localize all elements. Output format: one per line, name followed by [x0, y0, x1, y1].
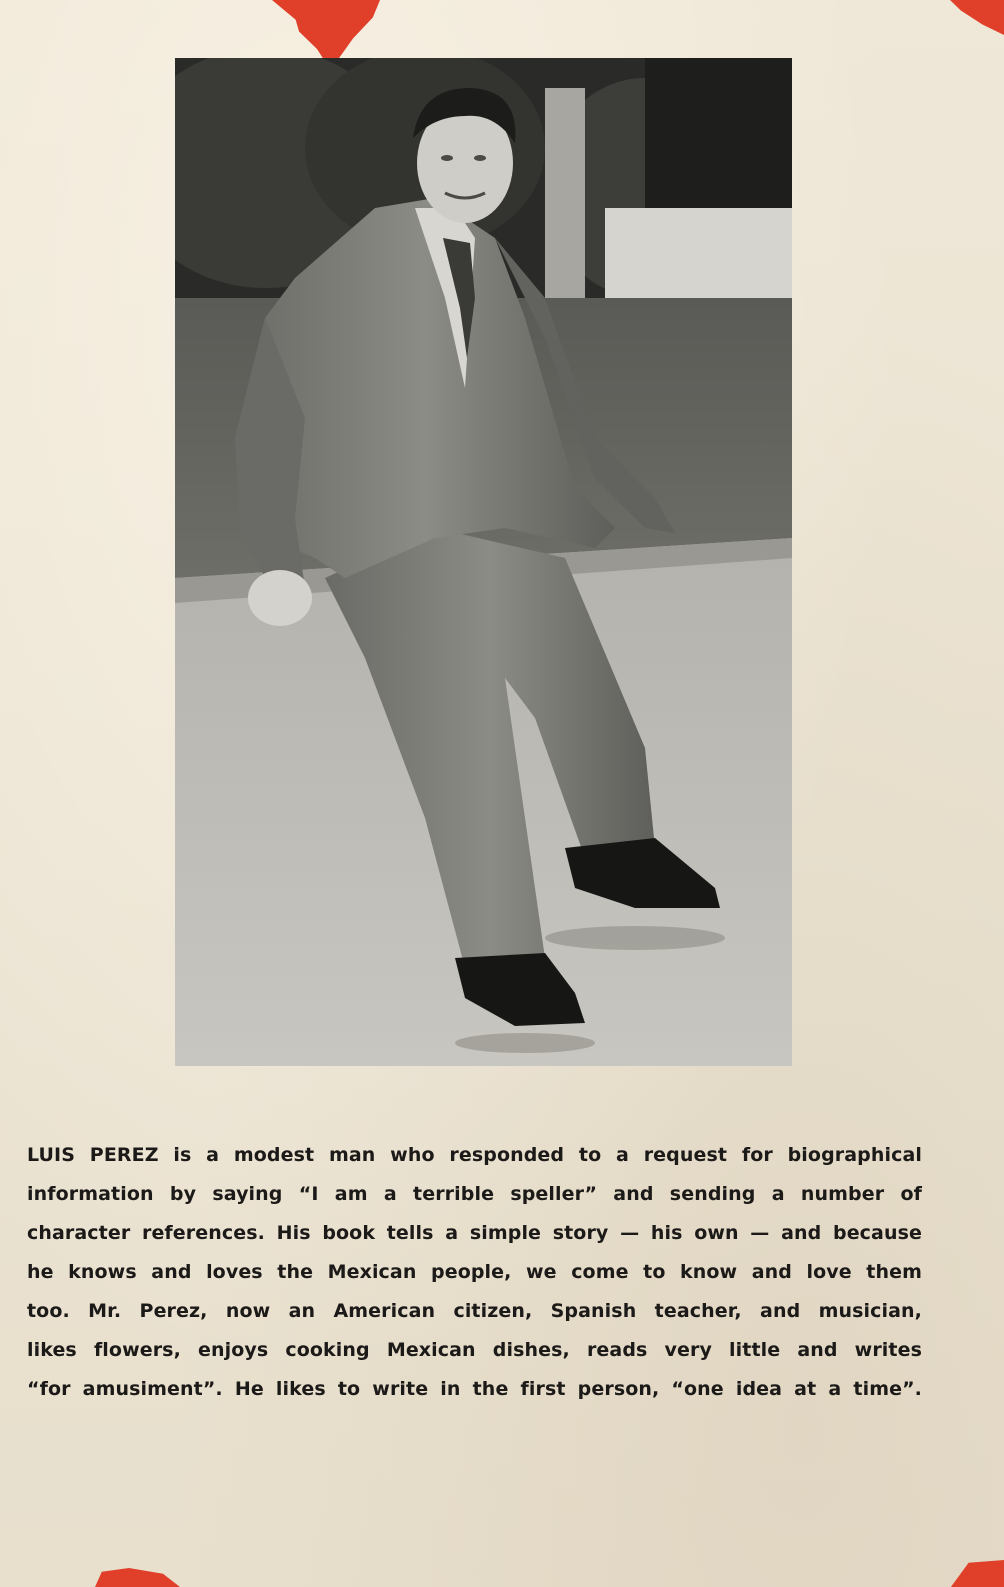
- portrait-photo-icon: [175, 58, 792, 1066]
- bio-line: character references. His book tells a simple story — his own — and because: [27, 1222, 922, 1244]
- bio-line: likes flowers, enjoys cooking Mexican dishes, reads very little and writes: [27, 1339, 922, 1361]
- torn-paper-edge: [95, 1568, 180, 1587]
- bio-line: “for amusiment”. He likes to write in the first person, “one idea at a time”.: [27, 1378, 922, 1400]
- bio-line: too. Mr. Perez, now an American citizen, Spanish teacher, and musician,: [27, 1300, 922, 1322]
- bio-line: information by saying “I am a terrible speller” and sending a number of: [27, 1183, 922, 1205]
- torn-paper-edge: [950, 0, 1004, 35]
- bio-line: he knows and loves the Mexican people, we come to know and love them: [27, 1261, 922, 1283]
- bio-line: LUIS PEREZ is a modest man who responded to a request for biographical: [27, 1144, 922, 1166]
- torn-paper-edge: [945, 1560, 1004, 1587]
- author-photo: [175, 58, 792, 1066]
- author-biography: [27, 1136, 922, 1409]
